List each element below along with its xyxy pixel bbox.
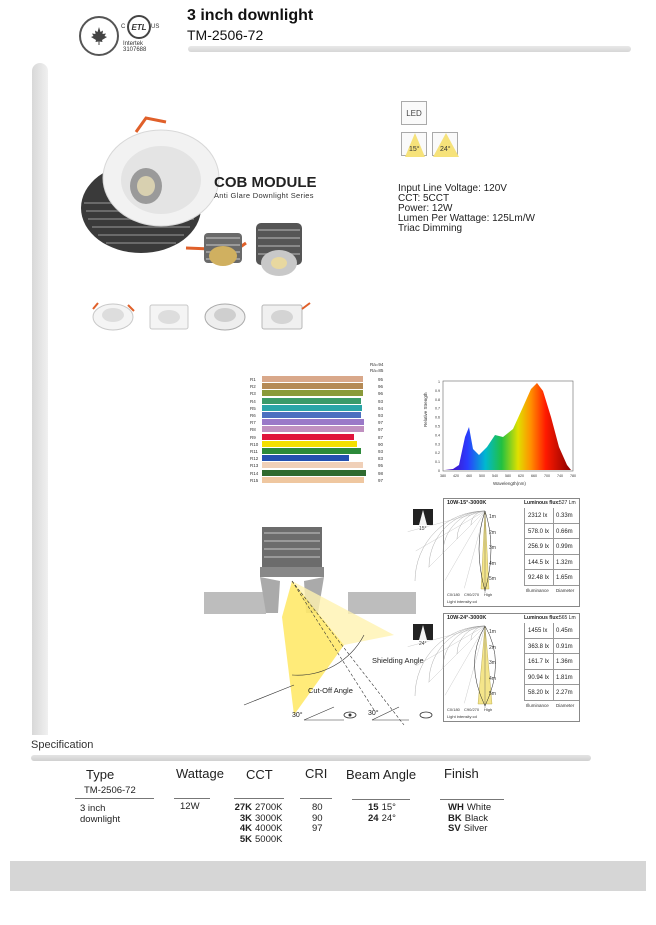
table-row-divider [524, 638, 579, 639]
col-header-beam-angle: Beam Angle [346, 767, 417, 782]
cri-row-label: R14 [250, 470, 259, 476]
illuminance-col-label: Illuminance [526, 588, 549, 593]
beam-pattern-icon [413, 509, 433, 525]
illuminance-col-label: Illuminance [526, 703, 549, 708]
illuminance-value: 1455 lx [528, 628, 548, 634]
table-column-divider [553, 623, 554, 701]
etl-us-mark: US [151, 24, 160, 30]
cri-row [250, 434, 386, 441]
cri-swatch-bar [262, 390, 363, 396]
spectrum-x-tick: 740 [557, 474, 563, 478]
cri-row-label: R1 [250, 377, 256, 382]
spectrum-y-tick: 0.5 [435, 424, 440, 429]
feature-power: Power: 12W [398, 203, 453, 214]
table-row-divider [524, 523, 579, 524]
cct-list [234, 803, 294, 845]
table-row-divider [524, 585, 579, 586]
feature-list [398, 184, 535, 234]
trim-variant-square-white [150, 305, 188, 329]
cutoff-angle-label: Cut-Off Angle [308, 686, 353, 695]
spectrum-x-tick: 700 [544, 474, 550, 478]
specification-heading: Specification [31, 739, 94, 751]
cri-row [250, 419, 386, 426]
cob-module-1 [204, 233, 242, 266]
cri-row-value: 97 [378, 477, 384, 483]
led-label: LED [406, 108, 422, 118]
distance-label: 5m [489, 576, 496, 582]
table-row-divider [524, 684, 579, 685]
spectrum-y-label: Relative Strength [423, 392, 428, 427]
spectrum-x-tick: 500 [479, 474, 485, 478]
cri-row [250, 462, 386, 469]
finish-option-code: SV [448, 823, 461, 834]
photometric-title: 10W-24°-3000K [447, 615, 487, 621]
cct-underline [234, 798, 284, 799]
finish-option [448, 824, 491, 835]
cri-row-label: R5 [250, 405, 256, 411]
illuminance-value: 578.0 lx [528, 528, 550, 535]
distance-label: 4m [489, 560, 496, 567]
spectrum-x-tick: 380 [440, 474, 446, 478]
cct-option [234, 803, 294, 814]
luminous-flux-value: 565 Lm [559, 615, 576, 621]
diameter-value: 0.45m [556, 628, 573, 634]
illuminance-value: 256.9 lx [528, 544, 550, 550]
type-line-2: downlight [80, 814, 121, 825]
legend-c90: C90/270 [464, 707, 480, 712]
cri-option: 97 [312, 823, 323, 834]
cri-row-label: R9 [250, 434, 256, 440]
cri-swatch-bar [262, 412, 361, 418]
cri-row-label: R11 [250, 449, 258, 454]
legend-c0: C0/180 [447, 707, 460, 712]
cri-row [250, 390, 386, 397]
cri-row-value: 93 [378, 413, 384, 418]
cct-option-value: 3000K [255, 812, 283, 824]
spectrum-y-tick: 0.9 [435, 388, 440, 393]
cri-ra-head-2: Ra=85 [370, 368, 384, 373]
spectrum-x-tick: 780 [570, 474, 576, 478]
cri-row [250, 376, 386, 383]
cri-swatch-bar [262, 405, 362, 411]
illuminance-value: 92.48 lx [528, 575, 550, 581]
col-header-cri: CRI [305, 766, 328, 781]
cct-option [234, 824, 294, 835]
legend-c90: C90/270 [464, 592, 480, 597]
beam-cone-icon [413, 509, 433, 525]
maple-leaf-icon [88, 25, 110, 47]
feature-efficacy: Lumen Per Wattage: 125Lm/W [398, 213, 535, 224]
distance-label: 3m [489, 660, 496, 666]
table-row-divider [524, 554, 579, 555]
light-intensity-note: Light intensity:cd [447, 599, 477, 604]
cri-row-label: R7 [250, 420, 256, 426]
cri-swatch-bar [262, 455, 349, 461]
cri-row [250, 455, 386, 462]
polar-intensity-plot [445, 507, 523, 595]
cri-row [250, 477, 386, 484]
photometric-panel [443, 498, 580, 607]
luminous-flux-label: Luminous flux: [524, 615, 560, 621]
cri-swatch-bar [262, 398, 361, 404]
header-divider [188, 46, 631, 52]
cri-row-label: R10 [250, 441, 259, 447]
feature-voltage: Input Line Voltage: 120V [398, 183, 507, 194]
diameter-value: 0.91m [556, 643, 573, 650]
beam-pattern-icon [413, 624, 433, 640]
finish-option-value: White [466, 802, 492, 813]
spectrum-y-tick: 0.8 [435, 397, 440, 402]
cri-row-label: R13 [250, 463, 259, 469]
spectrum-y-tick: 0.4 [435, 433, 440, 438]
beam-option-value: 15° [381, 802, 396, 813]
type-line-1: 3 inch [80, 803, 106, 814]
page-title: 3 inch downlight [187, 7, 314, 24]
illuminance-value: 2312 lx [528, 513, 548, 519]
cri-swatch-bar [262, 376, 363, 382]
distance-label: 1m [489, 514, 496, 520]
cri-row-value: 93 [378, 449, 384, 454]
illuminance-value: 161.7 lx [528, 659, 550, 665]
spectrum-y-tick: 1 [438, 380, 440, 384]
finish-option-code: WH [448, 802, 464, 813]
cri-row-value: 83 [378, 456, 384, 462]
shielding-angle-label: Shielding Angle [372, 656, 424, 665]
finish-option-value: Black [464, 812, 488, 824]
diameter-value: 1.36m [556, 659, 573, 665]
cri-swatch-bar [262, 477, 364, 483]
spectrum-y-tick: 0.1 [435, 460, 440, 465]
legend-high: High [484, 592, 493, 597]
led-icon-box [401, 101, 427, 125]
cct-option-code: 4K [239, 823, 252, 834]
cct-option-code: 3K [239, 812, 252, 824]
col-header-type: Type [86, 767, 115, 782]
cct-option-code: 27K [234, 802, 252, 813]
etl-label: ETL [131, 22, 147, 32]
certification-logo-etl [121, 14, 160, 53]
type-underline [75, 798, 154, 799]
cri-option: 90 [312, 812, 323, 824]
cri-row-value: 90 [378, 441, 384, 447]
col-header-wattage: Wattage [176, 766, 224, 781]
luminous-flux-value: 527 Lm [559, 500, 576, 506]
finish-underline [440, 799, 504, 800]
beam-pattern-label: 24° [419, 641, 427, 647]
beam-option-value: 24° [381, 812, 396, 824]
diameter-col-label: Diameter [556, 588, 575, 593]
cri-row [250, 426, 386, 433]
cri-ra-head-1: Ra=94 [370, 362, 384, 367]
trim-variant-square-silver [262, 303, 310, 329]
spectrum-y-ticks [435, 380, 440, 473]
cri-underline [300, 798, 332, 799]
etl-number: 3107688 [123, 47, 147, 53]
cri-swatch-bar [262, 419, 364, 425]
cri-row-value: 96 [378, 384, 384, 390]
illuminance-value: 58.20 lx [528, 690, 550, 696]
legend-high: High [484, 707, 493, 712]
beam-24-label: 24° [440, 146, 451, 153]
cct-option-value: 4000K [255, 823, 283, 834]
type-model: TM-2506-72 [84, 785, 136, 796]
beam-option-code: 15 [368, 802, 379, 813]
diameter-value: 0.33m [556, 513, 573, 519]
trim-variants [88, 297, 322, 337]
photometric-panel [443, 613, 580, 722]
cri-value-list [312, 803, 323, 835]
col-header-cct: CCT [246, 767, 273, 782]
cri-row-label: R4 [250, 398, 256, 404]
light-intensity-note: Light intensity:cd [447, 714, 477, 719]
eye-icon-right [420, 712, 432, 718]
cri-row-label: R8 [250, 427, 256, 433]
distance-label: 4m [489, 675, 496, 682]
angle-label-right: 30° [368, 710, 379, 717]
cob-module-title: COB MODULE [214, 174, 317, 191]
cri-row-value: 93 [378, 398, 384, 404]
diameter-value: 0.66m [556, 528, 573, 535]
distance-label: 5m [489, 691, 496, 697]
cri-row-label: R15 [250, 477, 259, 483]
spectrum-y-tick: 0 [438, 469, 440, 473]
cri-row-value: 95 [378, 463, 384, 469]
diameter-value: 2.27m [556, 690, 573, 696]
cri-row-label: R6 [250, 413, 256, 418]
feature-dimming: Triac Dimming [398, 223, 463, 234]
feature-cct: CCT: 5CCT [398, 193, 450, 204]
spectrum-x-tick: 620 [518, 474, 524, 478]
table-column-divider [553, 508, 554, 586]
spectrum-chart [423, 377, 583, 487]
beam-15-label: 15° [409, 146, 420, 153]
diameter-value: 0.99m [556, 544, 573, 550]
specification-divider [31, 755, 591, 761]
cri-swatch-bar [262, 448, 361, 454]
cri-row [250, 448, 386, 455]
beam-option-code: 24 [368, 812, 379, 824]
wattage-underline [174, 798, 210, 799]
finish-option-code: BK [448, 812, 462, 824]
cri-swatch-bar [262, 470, 366, 476]
illuminance-value: 144.5 lx [528, 559, 550, 566]
beam-15-icon [401, 132, 427, 156]
etl-intertek: Intertek [123, 41, 144, 47]
cri-row-value: 98 [378, 470, 384, 476]
photometric-title: 10W-15°-3000K [447, 500, 487, 506]
cri-row [250, 412, 386, 419]
cri-row-label: R3 [250, 391, 256, 397]
spectrum-y-tick: 0.3 [435, 442, 440, 447]
distance-label: 2m [489, 529, 496, 536]
diameter-value: 1.32m [556, 559, 573, 566]
beam-underline [352, 799, 410, 800]
beam-cone-icon [402, 133, 428, 157]
trim-variant-round-silver [205, 304, 245, 330]
cri-row-value: 97 [378, 427, 384, 433]
table-left-border [524, 508, 525, 586]
distance-label: 2m [489, 644, 496, 651]
cri-row-value: 95 [378, 377, 384, 382]
spectrum-y-tick: 0.2 [435, 451, 440, 456]
beam-list [368, 803, 396, 824]
cri-swatch-bar [262, 462, 363, 468]
table-row-divider [524, 653, 579, 654]
cob-module-2 [256, 223, 302, 276]
beam-24-icon [432, 132, 458, 156]
trim-variant-round-white [93, 303, 134, 330]
spectrum-y-tick: 0.6 [435, 415, 440, 420]
angle-label-left: 30° [292, 712, 303, 719]
polar-intensity-plot [445, 622, 523, 710]
eye-icon-left [344, 712, 356, 718]
cri-row [250, 398, 386, 405]
certification-logo-maple [79, 16, 119, 56]
model-number: TM-2506-72 [187, 27, 264, 43]
cob-module-subtitle: Anti Glare Downlight Series [214, 191, 314, 200]
spectrum-x-tick: 460 [466, 474, 472, 478]
table-row-divider [524, 700, 579, 701]
luminous-flux-label: Luminous flux: [524, 500, 560, 506]
legend-c0: C0/180 [447, 592, 460, 597]
spectrum-x-tick: 660 [531, 474, 537, 478]
cri-row-value: 96 [378, 391, 384, 397]
col-header-finish: Finish [444, 766, 479, 781]
cri-row-value: 87 [378, 434, 384, 440]
cct-option-value: 5000K [255, 833, 283, 845]
table-row-divider [524, 538, 579, 539]
table-row-divider [524, 569, 579, 570]
cri-row [250, 405, 386, 412]
cri-row [250, 441, 386, 448]
beam-option [368, 814, 396, 825]
beam-cone-icon [413, 624, 433, 640]
cri-row-label: R12 [250, 456, 259, 462]
etl-c-mark: C [121, 24, 126, 30]
cri-row-value: 94 [378, 405, 384, 411]
cri-swatch-bar [262, 383, 363, 389]
diameter-value: 1.81m [556, 674, 573, 681]
footer-bar [10, 861, 646, 891]
finish-list [448, 803, 491, 835]
cct-option-code: 5K [239, 833, 252, 845]
wattage-value: 12W [180, 801, 200, 812]
left-accent-bar [32, 63, 48, 735]
finish-option-value: Silver [463, 823, 488, 834]
spectrum-x-tick: 540 [492, 474, 498, 478]
cri-row-value: 97 [378, 420, 384, 426]
cct-option [234, 835, 294, 846]
distance-label: 1m [489, 629, 496, 635]
diameter-col-label: Diameter [556, 703, 575, 708]
cri-row-label: R2 [250, 384, 256, 390]
cri-option: 80 [312, 802, 323, 813]
cri-swatch-bar [262, 426, 364, 432]
distance-label: 3m [489, 545, 496, 551]
cct-option-value: 2700K [255, 802, 283, 813]
spectrum-x-ticks [440, 474, 576, 478]
spectrum-x-tick: 420 [453, 474, 459, 478]
illuminance-value: 90.94 lx [528, 674, 550, 681]
diameter-value: 1.65m [556, 575, 573, 581]
spectrum-x-label: Wavelength(nm) [493, 481, 526, 486]
illuminance-value: 363.8 lx [528, 643, 550, 650]
cri-row [250, 383, 386, 390]
cri-row [250, 470, 386, 477]
spectrum-y-tick: 0.7 [435, 406, 440, 411]
beam-pattern-label: 15° [419, 526, 427, 532]
cri-swatch-bar [262, 434, 354, 440]
product-photo [66, 108, 346, 298]
table-left-border [524, 623, 525, 701]
cri-swatch-bar [262, 441, 357, 447]
spectrum-x-tick: 580 [505, 474, 511, 478]
beam-cone-icon [433, 133, 459, 157]
table-row-divider [524, 669, 579, 670]
